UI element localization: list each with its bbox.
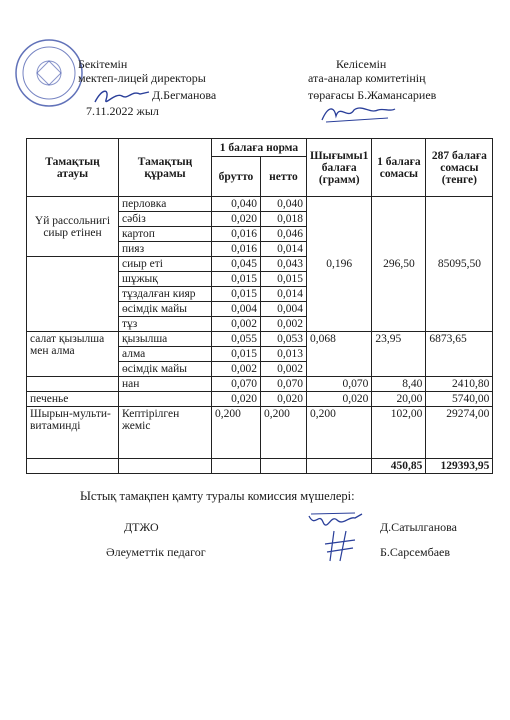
approval-left-name: Д.Бегманова <box>152 88 217 102</box>
table-row-total <box>27 459 493 474</box>
net-value: 0,014 <box>261 287 307 302</box>
table-row <box>27 332 493 347</box>
net-value: 0,013 <box>261 347 307 362</box>
yield-value: 0,070 <box>307 377 372 392</box>
gross-value: 0,020 <box>212 212 261 227</box>
member2-signature <box>322 528 358 564</box>
net-value: 0,046 <box>261 227 307 242</box>
net-value: 0,070 <box>261 377 307 392</box>
approval-right-role: ата-аналар комитетінің <box>308 71 426 85</box>
header-gross: брутто <box>212 157 261 197</box>
gross-value: 0,045 <box>212 257 261 272</box>
gross-value: 0,020 <box>212 392 261 407</box>
member1-role: ДТЖО <box>124 520 159 534</box>
net-value: 0,040 <box>261 197 307 212</box>
cost-one-value: 102,00 <box>372 407 426 459</box>
item-name: тұз <box>119 317 212 332</box>
total-empty <box>261 459 307 474</box>
net-value: 0,002 <box>261 362 307 377</box>
net-value: 0,043 <box>261 257 307 272</box>
dish-name-continued <box>27 257 119 332</box>
gross-value: 0,015 <box>212 272 261 287</box>
item-name: өсімдік майы <box>119 362 212 377</box>
item-name: сиыр еті <box>119 257 212 272</box>
approval-left-title: Бекітемін <box>78 57 128 71</box>
cost-all-value: 6873,65 <box>426 332 493 377</box>
approval-right-title: Келісемін <box>336 57 387 71</box>
header-cost-one: 1 балаға сомасы <box>372 139 426 197</box>
gross-value: 0,016 <box>212 242 261 257</box>
total-empty <box>307 459 372 474</box>
net-value: 0,200 <box>261 407 307 459</box>
total-empty <box>27 459 119 474</box>
dish-name: Үй рассольнигі сиыр етінен <box>27 197 119 257</box>
item-name: өсімдік майы <box>119 302 212 317</box>
school-seal-stamp <box>14 38 84 108</box>
yield-value: 0,196 <box>307 197 372 332</box>
gross-value: 0,200 <box>212 407 261 459</box>
gross-value: 0,002 <box>212 362 261 377</box>
table-row <box>27 377 493 392</box>
item-name: тұздалған кияр <box>119 287 212 302</box>
cost-all-value: 2410,80 <box>426 377 493 392</box>
member2-name: Б.Сарсембаев <box>380 545 451 559</box>
menu-table <box>26 138 493 474</box>
net-value: 0,004 <box>261 302 307 317</box>
dish-name: Шырын-мульти-витаминді <box>27 407 119 459</box>
item-name: қызылша <box>119 332 212 347</box>
dish-name: печенье <box>27 392 119 407</box>
committee-signature <box>318 100 398 126</box>
header-norm: 1 балаға норма <box>212 139 307 157</box>
header-dish: Тамақтың атауы <box>27 139 119 197</box>
cost-all-value: 29274,00 <box>426 407 493 459</box>
net-value: 0,014 <box>261 242 307 257</box>
total-cost-all: 129393,95 <box>426 459 493 474</box>
director-signature <box>92 84 152 108</box>
item-name: перловка <box>119 197 212 212</box>
gross-value: 0,002 <box>212 317 261 332</box>
item-name-empty <box>119 392 212 407</box>
cost-one-value: 8,40 <box>372 377 426 392</box>
yield-value: 0,020 <box>307 392 372 407</box>
gross-value: 0,055 <box>212 332 261 347</box>
item-name: шұжық <box>119 272 212 287</box>
cost-one-value: 23,95 <box>372 332 426 377</box>
gross-value: 0,004 <box>212 302 261 317</box>
table-row <box>27 197 493 212</box>
net-value: 0,018 <box>261 212 307 227</box>
member1-name: Д.Сатылганова <box>380 520 458 534</box>
table-row <box>27 407 493 459</box>
net-value: 0,020 <box>261 392 307 407</box>
yield-value: 0,068 <box>307 332 372 377</box>
approval-left-role: мектеп-лицей директоры <box>78 71 206 85</box>
item-name: Кептірілген жеміс <box>119 407 212 459</box>
cost-all-value: 5740,00 <box>426 392 493 407</box>
yield-value: 0,200 <box>307 407 372 459</box>
cost-one-value: 20,00 <box>372 392 426 407</box>
dish-name-empty <box>27 377 119 392</box>
net-value: 0,002 <box>261 317 307 332</box>
net-value: 0,015 <box>261 272 307 287</box>
cost-all-value: 85095,50 <box>426 197 493 332</box>
gross-value: 0,070 <box>212 377 261 392</box>
approval-right-name: төрағасы Б.Жамансариев <box>308 88 437 102</box>
total-cost-one: 450,85 <box>372 459 426 474</box>
header-yield: Шығымы1 балаға (грамм) <box>307 139 372 197</box>
total-empty <box>119 459 212 474</box>
table-row <box>27 392 493 407</box>
header-net: нетто <box>261 157 307 197</box>
total-empty <box>212 459 261 474</box>
gross-value: 0,015 <box>212 287 261 302</box>
gross-value: 0,040 <box>212 197 261 212</box>
dish-name: салат қызылша мен алма <box>27 332 119 377</box>
gross-value: 0,016 <box>212 227 261 242</box>
item-name: алма <box>119 347 212 362</box>
cost-one-value: 296,50 <box>372 197 426 332</box>
header-cost-all: 287 балаға сомасы (тенге) <box>426 139 493 197</box>
item-name: картоп <box>119 227 212 242</box>
approval-left-date: 7.11.2022 жыл <box>86 104 159 118</box>
item-name: пияз <box>119 242 212 257</box>
net-value: 0,053 <box>261 332 307 347</box>
item-name: нан <box>119 377 212 392</box>
commission-title: Ыстық тамақпен қамту туралы комиссия мүшелері: <box>80 489 355 503</box>
header-composition: Тамақтың құрамы <box>119 139 212 197</box>
member2-role: Әлеуметтік педагог <box>106 545 206 559</box>
item-name: сәбіз <box>119 212 212 227</box>
gross-value: 0,015 <box>212 347 261 362</box>
